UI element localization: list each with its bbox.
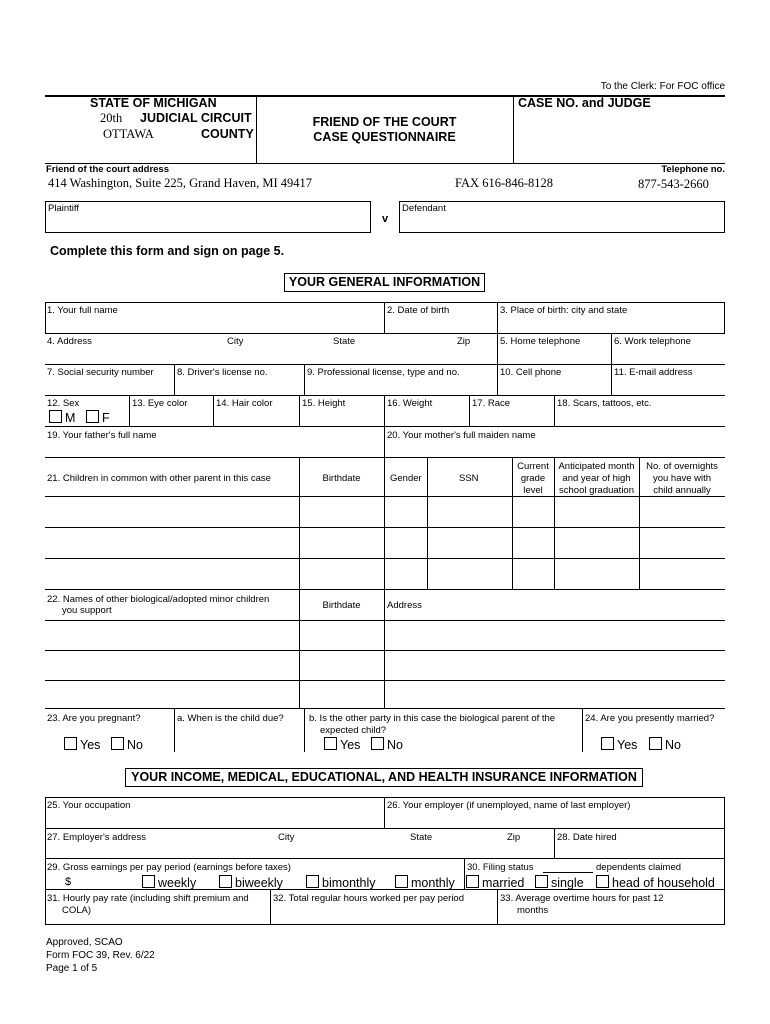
rule xyxy=(45,333,725,334)
divider xyxy=(384,302,385,334)
defendant-label: Defendant xyxy=(402,203,446,214)
bio-parent-no-label: No xyxy=(387,738,403,752)
general-info-heading: YOUR GENERAL INFORMATION xyxy=(284,273,485,292)
employer-zip-label: Zip xyxy=(507,832,521,843)
filing-status-label: 30. Filing status xyxy=(467,862,534,873)
graduation-header-2: and year of high xyxy=(562,473,631,484)
weekly-checkbox[interactable] xyxy=(142,875,196,890)
rule xyxy=(45,426,725,427)
divider xyxy=(554,828,555,859)
divider xyxy=(464,858,465,890)
divider xyxy=(611,333,612,365)
zip-label: Zip xyxy=(457,336,471,347)
foc-address: 414 Washington, Suite 225, Grand Haven, MI 49417 xyxy=(48,176,313,190)
hair-color-label: 14. Hair color xyxy=(216,398,273,409)
married-yes-label: Yes xyxy=(617,738,638,752)
married-no-checkbox[interactable] xyxy=(649,737,681,752)
children-label: 21. Children in common with other parent in this case xyxy=(47,473,271,484)
divider xyxy=(384,395,385,427)
versus-label: v xyxy=(382,213,389,225)
foc-address-label: Friend of the court address xyxy=(46,164,169,175)
rule xyxy=(45,364,725,365)
header-divider-right xyxy=(513,95,514,163)
bio-parent-label-1: b. Is the other party in this case the biological parent of the xyxy=(309,713,556,724)
children-birthdate-header: Birthdate xyxy=(322,473,361,484)
rule xyxy=(45,620,725,621)
divider xyxy=(384,589,385,708)
ssn-label: 7. Social security number xyxy=(47,367,154,378)
footer-form-number: Form FOC 39, Rev. 6/22 xyxy=(46,950,155,961)
head-of-household-checkbox[interactable] xyxy=(596,875,715,890)
cell-phone-label: 10. Cell phone xyxy=(500,367,562,378)
rule xyxy=(45,558,725,559)
full-name-label: 1. Your full name xyxy=(47,305,118,316)
scars-label: 18. Scars, tattoos, etc. xyxy=(557,398,652,409)
form-title-line2: CASE QUESTIONNAIRE xyxy=(313,130,456,144)
rule xyxy=(45,828,725,829)
pregnant-yes-label: Yes xyxy=(80,738,101,752)
defendant-field[interactable] xyxy=(399,201,725,233)
divider xyxy=(582,708,583,752)
case-no-label: CASE NO. and JUDGE xyxy=(518,96,651,110)
divider xyxy=(497,333,498,365)
county-label: COUNTY xyxy=(201,127,254,141)
divider xyxy=(299,395,300,427)
rule xyxy=(45,527,725,528)
divider xyxy=(497,302,498,334)
head-of-household-label: head of household xyxy=(612,876,715,890)
married-label: 24. Are you presently married? xyxy=(585,713,715,724)
eye-color-label: 13. Eye color xyxy=(132,398,188,409)
plaintiff-label: Plaintiff xyxy=(48,203,79,214)
state-title: STATE OF MICHIGAN xyxy=(90,96,217,110)
divider xyxy=(497,889,498,925)
race-label: 17. Race xyxy=(472,398,511,409)
bio-parent-no-checkbox[interactable] xyxy=(371,737,403,752)
divider xyxy=(611,364,612,396)
pregnant-no-checkbox[interactable] xyxy=(111,737,143,752)
occupation-label: 25. Your occupation xyxy=(47,800,131,811)
height-label: 15. Height xyxy=(302,398,346,409)
other-children-label-1: 22. Names of other biological/adopted minor children xyxy=(47,594,270,605)
married-filing-label: married xyxy=(482,876,525,890)
rule xyxy=(45,680,725,681)
employer-city-label: City xyxy=(278,832,295,843)
mother-name-label: 20. Your mother's full maiden name xyxy=(387,430,536,441)
divider xyxy=(384,797,385,829)
father-name-label: 19. Your father's full name xyxy=(47,430,157,441)
weight-label: 16. Weight xyxy=(387,398,433,409)
divider xyxy=(554,395,555,427)
form-title-line1: FRIEND OF THE COURT xyxy=(312,115,457,129)
footer-page-number: Page 1 of 5 xyxy=(46,963,98,974)
hourly-rate-label-1: 31. Hourly pay rate (including shift premium and xyxy=(47,893,249,904)
rule xyxy=(45,395,725,396)
graduation-header-1: Anticipated month xyxy=(558,461,635,472)
clerk-note: To the Clerk: For FOC office xyxy=(600,81,725,92)
drivers-license-label: 8. Driver's license no. xyxy=(177,367,268,378)
header-divider-left xyxy=(256,95,257,163)
divider xyxy=(384,457,385,589)
state-label: State xyxy=(333,336,356,347)
overnights-header-2: you have with xyxy=(652,473,712,484)
grade-header-3: level xyxy=(523,485,543,496)
sex-label: 12. Sex xyxy=(47,398,80,409)
gross-earnings-label: 29. Gross earnings per pay period (earnings before taxes) xyxy=(47,862,291,873)
married-filing-checkbox[interactable] xyxy=(466,875,524,890)
home-telephone-label: 5. Home telephone xyxy=(500,336,581,347)
graduation-header-3: school graduation xyxy=(559,485,634,496)
hourly-rate-label-2: COLA) xyxy=(62,905,92,916)
grade-header-1: Current xyxy=(517,461,549,472)
rule xyxy=(45,457,725,458)
foc-telephone: 877-543-2660 xyxy=(638,177,709,191)
grade-header-2: grade xyxy=(520,473,546,484)
income-info-grid xyxy=(45,797,725,925)
regular-hours-label: 32. Total regular hours worked per pay period xyxy=(273,893,464,904)
sex-female-checkbox[interactable] xyxy=(86,410,110,425)
divider xyxy=(304,364,305,396)
other-children-address-header: Address xyxy=(387,600,422,611)
employer-state-label: State xyxy=(410,832,433,843)
divider xyxy=(469,395,470,427)
bio-parent-yes-checkbox[interactable] xyxy=(324,737,360,752)
other-children-label-2: you support xyxy=(62,605,112,616)
pregnant-label: 23. Are you pregnant? xyxy=(47,713,141,724)
sex-male-checkbox[interactable] xyxy=(49,410,75,425)
circuit-label: JUDICIAL CIRCUIT xyxy=(140,111,252,125)
dob-label: 2. Date of birth xyxy=(387,305,450,316)
telephone-label: Telephone no. xyxy=(661,164,725,175)
city-label: City xyxy=(227,336,244,347)
sex-female-label: F xyxy=(102,411,110,425)
biweekly-label: biweekly xyxy=(235,876,283,890)
income-info-heading: YOUR INCOME, MEDICAL, EDUCATIONAL, AND HEALTH INSURANCE INFORMATION xyxy=(125,768,643,787)
divider xyxy=(497,364,498,396)
work-telephone-label: 6. Work telephone xyxy=(614,336,691,347)
footer-approved: Approved, SCAO xyxy=(46,937,123,948)
due-date-label: a. When is the child due? xyxy=(177,713,284,724)
dependents-blank[interactable] xyxy=(543,872,593,873)
monthly-checkbox[interactable] xyxy=(395,875,455,890)
single-filing-label: single xyxy=(551,876,584,890)
address-label: 4. Address xyxy=(47,336,92,347)
married-yes-checkbox[interactable] xyxy=(601,737,637,752)
rule xyxy=(45,858,725,859)
divider xyxy=(304,708,305,752)
single-filing-checkbox[interactable] xyxy=(535,875,584,890)
divider xyxy=(384,426,385,458)
bimonthly-label: bimonthly xyxy=(322,876,376,890)
circuit-number: 20th xyxy=(100,111,123,125)
instruction-text: Complete this form and sign on page 5. xyxy=(50,244,285,258)
pregnant-no-label: No xyxy=(127,738,143,752)
employer-address-label: 27. Employer's address xyxy=(47,832,146,843)
county-name: OTTAWA xyxy=(103,127,154,141)
other-children-birthdate-header: Birthdate xyxy=(322,600,361,611)
overtime-label-1: 33. Average overtime hours for past 12 xyxy=(500,893,664,904)
monthly-label: monthly xyxy=(411,876,455,890)
weekly-label: weekly xyxy=(158,876,197,890)
divider xyxy=(174,364,175,396)
overnights-header-1: No. of overnights xyxy=(646,461,718,472)
pregnant-yes-checkbox[interactable] xyxy=(64,737,100,752)
bio-parent-label-2: expected child? xyxy=(320,725,387,736)
overnights-header-3: child annually xyxy=(653,485,711,496)
biweekly-checkbox[interactable] xyxy=(219,875,283,890)
dollar-sign: $ xyxy=(65,876,72,888)
rule xyxy=(45,708,725,709)
divider xyxy=(427,457,428,589)
rule xyxy=(45,650,725,651)
rule xyxy=(45,589,725,590)
plaintiff-field[interactable] xyxy=(45,201,371,233)
overtime-label-2: months xyxy=(517,905,549,916)
divider xyxy=(174,708,175,752)
children-gender-header: Gender xyxy=(390,473,422,484)
children-ssn-header: SSN xyxy=(459,473,479,484)
married-no-label: No xyxy=(665,738,681,752)
sex-male-label: M xyxy=(65,411,76,425)
professional-license-label: 9. Professional license, type and no. xyxy=(307,367,460,378)
rule xyxy=(45,496,725,497)
divider xyxy=(270,889,271,925)
bio-parent-yes-label: Yes xyxy=(340,738,361,752)
bimonthly-checkbox[interactable] xyxy=(306,875,376,890)
dependents-claimed-label: dependents claimed xyxy=(596,862,682,873)
foc-fax: FAX 616-846-8128 xyxy=(455,176,554,190)
divider xyxy=(213,395,214,427)
date-hired-label: 28. Date hired xyxy=(557,832,617,843)
email-label: 11. E-mail address xyxy=(614,367,693,378)
birthplace-label: 3. Place of birth: city and state xyxy=(500,305,628,316)
divider xyxy=(129,395,130,427)
employer-label: 26. Your employer (if unemployed, name of last employer) xyxy=(387,800,631,811)
